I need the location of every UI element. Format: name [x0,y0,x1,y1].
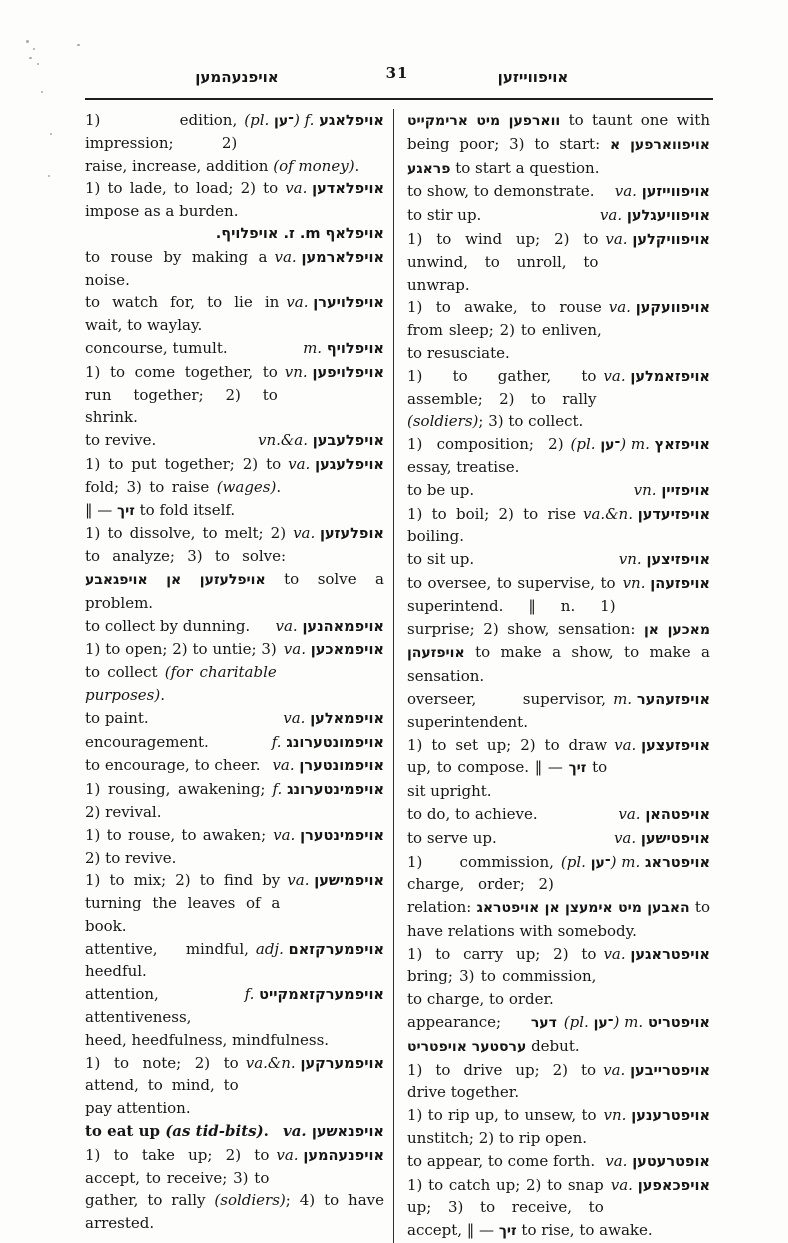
headword: אויפלאגע [319,113,384,129]
part-of-speech-label: va. [283,708,306,727]
part-of-speech-label: va. [603,944,626,963]
dictionary-entry [85,177,384,223]
headword: אויפמינטערונג [287,782,384,799]
headword: אויפמערקען [300,1055,384,1072]
headword: אויפוויקלען [632,231,710,248]
entry-headline [273,824,384,848]
inline-yiddish-text: ־ען [593,1015,614,1032]
entry-headline [605,1150,710,1174]
headword: אויפלויפען [312,364,384,381]
dictionary-entry [85,1120,384,1144]
dictionary-entry [85,109,384,177]
cross-reference-entry [85,223,384,246]
part-of-speech-label: (pl. ־ען) m. [570,435,650,454]
part-of-speech-label: va. [610,1175,633,1194]
inline-yiddish-text: מאכען אן אויפזעהן [407,621,710,662]
header-guide-word-right: אויפווייזען [497,68,569,86]
part-of-speech-label: va. [286,293,309,312]
inline-yiddish-text: זיך [568,760,587,777]
scan-speck [29,57,32,59]
part-of-speech-label: f. [271,732,282,751]
entry-headline [287,869,384,893]
entry-headline [583,503,710,527]
headword: אויפמאהנען [302,618,384,635]
definition-text: to do, to achieve. [407,804,538,823]
part-of-speech-label: vn.&a. [258,431,308,450]
headword: אויפווייזען [641,184,710,201]
dictionary-entry [407,1104,710,1150]
part-of-speech-label: va. [603,366,626,385]
part-of-speech-label: vn. [622,573,646,592]
entry-headline [611,1174,710,1198]
definition-text: encouragement. [85,732,209,751]
definition-text: concourse, tumult. [85,338,228,357]
definition-text: 1) edition, impression; 2) raise, increase, addition (of money). [85,111,360,175]
part-of-speech-label: va. [275,616,298,635]
definition-text: 1) to note; 2) to attend, to mind, to pay attention. [85,1053,239,1118]
definition-text: to sit up. [407,550,475,569]
inline-yiddish-text: זיך [498,1223,517,1240]
dictionary-entry [407,503,710,549]
entry-headline [285,361,384,385]
part-of-speech-label: f. [272,780,283,799]
dictionary-entry [407,433,710,479]
entry-headline [275,246,385,270]
dictionary-entry [407,827,710,851]
inline-yiddish-text: ־ען [590,854,611,871]
headword: אויפזיין [661,482,710,499]
part-of-speech-label: va. [613,828,637,847]
headword: אויפמונטערן [299,758,384,775]
entry-headline [286,291,384,315]
definition-text: to collect by dunning. [85,616,251,635]
part-of-speech-label: va. [603,1060,626,1079]
dictionary-entry [85,615,384,639]
dictionary-entry [407,204,710,228]
headword: אויפזעהן [650,575,710,592]
headword: אויפלויף [326,340,384,357]
dictionary-entry [85,337,384,361]
part-of-speech-label: vn. [633,480,657,499]
definition-text: 1) composition; 2) essay, treatise. [407,435,564,476]
headword: אויפזעצען [641,737,710,754]
headword: אופלעזען [320,526,384,543]
definition-text: to show, to demonstrate. [407,182,595,201]
part-of-speech-label: vn. [618,550,642,569]
headword: אויפזיעדען [637,506,710,523]
definition-text: 1) to boil; 2) to rise boiling. [407,504,577,546]
scan-speck [33,48,35,50]
page-number: 31 [385,64,409,82]
headword: אויפזיצען [646,552,710,569]
headword: אויפטרייבען [630,1062,710,1079]
part-of-speech-label: (pl. ־ען) m. [560,852,641,871]
part-of-speech-label: va. [614,182,637,201]
part-of-speech-label: vn. [603,1106,627,1125]
part-of-speech-label: va. [605,229,628,248]
definition-text: 1) commission, charge, order; 2) relation: האבען מיט אימעצן אן אויפטראג to have relations with somebody. [407,852,710,940]
entry-headline [614,827,710,851]
definition-text: to be up. [407,480,475,499]
entry-headline [603,365,710,389]
definition-text: 1) to catch up; 2) to snap up; 3) to receive, to accept, ‖ — זיך to rise, to awake. [407,1175,653,1240]
dictionary-entry [85,707,384,731]
headword: אויפנאשען [311,1124,384,1141]
usage-note: (pl. ־ען) [560,852,617,871]
headword: אויפטריט [647,1015,710,1032]
usage-note: (soldiers) [407,412,479,431]
entry-headline [272,731,384,755]
entry-headline [615,180,710,204]
inline-yiddish-text: דער ערסטער אויפטריט [407,1015,557,1055]
dictionary-entry [407,228,710,296]
entry-headline [605,228,710,252]
usage-note: (pl. ־ען) [570,435,627,454]
part-of-speech-label: (pl. ־ען) m. [563,1013,644,1032]
dictionary-entry [407,943,710,1011]
headword: אויפטהאן [645,806,710,823]
definition-text: 1) to rip up, to unsew, to unstitch; 2) to rip open. [407,1106,597,1148]
entry-headline [283,707,384,731]
part-of-speech-label: va.&n. [245,1053,296,1072]
headword: אויפמינטערן [300,827,384,844]
part-of-speech-label: va. [605,1151,628,1170]
headword: אויפלאדען [312,181,384,198]
headword: אויפטראגען [630,946,710,963]
definition-text: to eat up (as tid-bits). [85,1122,269,1141]
usage-note: (wages) [216,477,277,496]
entry-headline [571,433,710,457]
dictionary-entry [407,1150,710,1174]
headword: אויפוועקען [635,300,710,317]
definition-text: overseer, supervisor, superintendent. [407,689,607,731]
headword: אויפזאמלען [630,368,710,385]
definition-text: 1) to rouse, to awaken; 2) to revive. [85,825,267,867]
headword: אויפמערקזאמקייט [259,987,384,1004]
scan-speck [26,40,29,43]
definition-text: to stir up. [407,206,482,225]
dictionary-entry [85,778,384,824]
part-of-speech-label: va. [283,640,306,659]
entry-headline [618,803,710,827]
dictionary-entry [85,291,384,337]
entry-headline [604,1104,710,1128]
definition-text: 1) to drive up; 2) to drive together. [407,1060,597,1102]
entry-headline [272,754,384,778]
headword: אויפמערקזאם [288,941,384,958]
dictionary-entry [407,851,710,943]
dictionary-entry [407,1059,710,1105]
entry-headline [283,1120,384,1144]
usage-note: (as tid-bits) [165,1122,264,1141]
definition-text: attention, attentiveness, heed, heedfulness, mindfulness. [85,985,330,1049]
headword: אויפמאלען [310,710,384,727]
inline-yiddish-text: אויפלעזען אן אויפגאבע [85,571,266,588]
entry-headline [285,177,384,201]
entry-headline [293,522,384,546]
scan-speck [77,44,80,46]
definition-text: 1) to mix; 2) to find by turning the leaves of a book. [85,871,281,935]
dictionary-entry [85,869,384,937]
part-of-speech-label: va. [285,179,308,198]
page-body [85,62,713,1243]
definition-text: 1) to lade, to load; 2) to impose as a burden. [85,179,279,221]
dictionary-entry [85,1144,384,1235]
definition-text: to watch for, to lie in wait, to waylay. [85,293,280,335]
part-of-speech-label: va. [276,1145,299,1164]
part-of-speech-label: adj. [255,939,284,958]
part-of-speech-label: va. [288,454,311,473]
entry-headline [272,778,384,802]
headword: אויפטראג [645,854,710,871]
definition-text: 1) to set up; 2) to draw up, to compose. ‖ — זיך to sit upright. [407,735,608,801]
headword: אויפנעהמען [303,1147,384,1164]
entry-headline [613,688,710,712]
usage-note: (pl. ־ען) [244,111,300,129]
scan-speck [41,91,43,93]
inline-yiddish-text: ־ען [600,437,621,454]
headword: אויפטרענען [631,1108,710,1125]
dictionary-entry [85,429,384,453]
dictionary-entry [407,688,710,734]
dictionary-entry [407,479,710,503]
dictionary-entry [407,734,710,803]
usage-note: (soldiers) [214,1191,286,1210]
headword: אויפמונטערונג [286,734,384,751]
dictionary-entry [407,572,710,688]
cross-reference-text: אויפלאף m. ז. אויפלויף. [215,225,384,242]
inline-yiddish-text: ־ען [274,113,294,129]
entry-headline [258,429,384,453]
part-of-speech-label: va. [282,1122,307,1141]
inline-yiddish-text: ווארפען מיט ארימקייט [407,113,561,129]
dictionary-entry [85,983,384,1051]
definition-text: 1) to carry up; 2) to bring; 3) to commission, to charge, to order. [407,944,597,1009]
dictionary-entry [85,361,384,429]
entry-continuation [407,109,710,180]
dictionary-entry [407,803,710,827]
entry-headline [623,572,710,596]
definition-text: 1) to take up; 2) to accept, to receive; 3) to gather, to rally (soldiers); 4) to have arrested. [85,1145,384,1233]
definition-text: to serve up. [407,828,497,847]
headword: אויפלארמען [301,249,384,266]
definition-text: to revive. [85,431,157,450]
header-rule [85,98,713,100]
entry-headline [609,296,710,320]
dictionary-entry [407,296,710,364]
dictionary-entry [85,638,384,706]
entry-headline [600,204,710,228]
entry-headline [245,983,384,1007]
definition-text: 1) to awake, to rouse from sleep; 2) to enliven, to resusciate. [407,298,602,362]
definition-text: 1) to wind up; 2) to unwind, to unroll, to unwrap. [407,229,599,294]
part-of-speech-label: vn. [284,362,308,381]
headword: אויפזאץ [654,437,710,454]
column-left [85,109,394,1243]
entry-headline [564,1011,710,1035]
entry-headline [275,615,384,639]
entry-headline [276,1144,384,1168]
dictionary-entry [85,453,384,522]
header-guide-word-left: אויפנעהמען [195,68,279,86]
entry-headline [284,638,384,662]
definition-text: to encourage, to cheer. [85,756,261,775]
headword: אויפלעבען [312,433,384,450]
dictionary-entry [407,1011,710,1059]
part-of-speech-label: va. [273,825,296,844]
part-of-speech-label: f. [244,985,255,1004]
definition-text: 1) to put together; 2) to fold; 3) to raise (wages). ‖ — זיך to fold itself. [85,454,282,519]
headword: אויפמישען [314,873,384,890]
entry-headline [603,943,710,967]
dictionary-entry [407,365,710,433]
entry-headline [244,109,384,133]
dictionary-entry [85,754,384,778]
definition-text: 1) to dissolve, to melt; 2) to analyze; 3) to solve: אויפלעזען אן אויפגאבע to solve a problem. [85,524,384,612]
dictionary-entry [407,180,710,204]
scan-speck [50,133,52,135]
usage-note: (pl. ־ען) [563,1013,620,1032]
definition-text: attentive, mindful, heedful. [85,939,249,981]
entry-headline [303,337,384,361]
part-of-speech-label: va. [614,735,637,754]
entry-headline [561,851,710,875]
part-of-speech-label: va. [599,206,623,225]
part-of-speech-label: va. [274,247,297,266]
entry-headline [603,1059,710,1083]
dictionary-entry [85,522,384,614]
dictionary-entry [85,824,384,870]
definition-text: to paint. [85,708,149,727]
part-of-speech-label: va. [293,524,316,543]
running-header [85,62,713,98]
headword: אויפוויעגלען [626,208,710,225]
definition-text: ווארפען מיט ארימקייט to taunt one with being poor; 3) to start: אויפווארפען א פראגע to start a question. [407,111,710,177]
headword: אויפלעגען [315,456,384,473]
headword: אויפזעהער [636,691,710,708]
part-of-speech-label: va. [272,756,295,775]
dictionary-entry [407,548,710,572]
entry-headline [256,938,384,962]
scan-speck [48,175,50,177]
dictionary-entry [85,1052,384,1120]
dictionary-entry [85,246,384,292]
headword: אויפמאכען [310,642,384,659]
column-right [394,109,710,1243]
definition-text: appearance; דער ערסטער אויפטריט debut. [407,1013,580,1055]
usage-note: (for charitable purposes) [85,663,277,704]
headword: אויפכאפען [637,1177,710,1194]
dictionary-entry [85,731,384,755]
part-of-speech-label: va. [287,871,310,890]
inline-yiddish-text: זיך [117,502,135,519]
definition-text: 1) rousing, awakening; 2) revival. [85,780,266,821]
usage-note: (of money) [273,156,355,175]
dictionary-columns [85,109,713,1243]
definition-text: to rouse by making a noise. [85,247,268,289]
part-of-speech-label: va.&n. [583,504,633,523]
headword: אופטרעטען [632,1153,710,1170]
entry-headline [634,479,710,503]
part-of-speech-label: m. [303,338,323,357]
definition-text: 1) to gather, to assemble; 2) to rally (soldiers); 3) to collect. [407,366,597,431]
definition-text: to oversee, to supervise, to superintend. ‖ n. 1) surprise; 2) show, sensation: מאכען אן אויפזעהן to make a show, to make a sensation. [407,573,710,686]
definition-text: to appear, to come forth. [407,1151,596,1170]
entry-headline [246,1052,384,1076]
headword: אויפטישען [640,830,710,847]
headword: אויפלויערן [313,295,384,312]
entry-headline [288,453,384,477]
definition-text: 1) to come together, to run together; 2) to shrink. [85,362,278,427]
inline-yiddish-text: אויפווארפען א פראגע [407,136,710,177]
part-of-speech-label: va. [618,804,641,823]
entry-headline [614,734,710,758]
scan-speck [37,63,39,65]
part-of-speech-label: va. [608,298,631,317]
part-of-speech-label: (pl. ־ען) f. [244,111,315,129]
inline-yiddish-text: האבען מיט אימעצן אן אויפטראג [476,900,690,917]
part-of-speech-label: m. [613,689,633,708]
dictionary-entry [85,938,384,984]
entry-headline [619,548,710,572]
definition-text: 1) to open; 2) to untie; 3) to collect (for charitable purposes). [85,640,277,704]
